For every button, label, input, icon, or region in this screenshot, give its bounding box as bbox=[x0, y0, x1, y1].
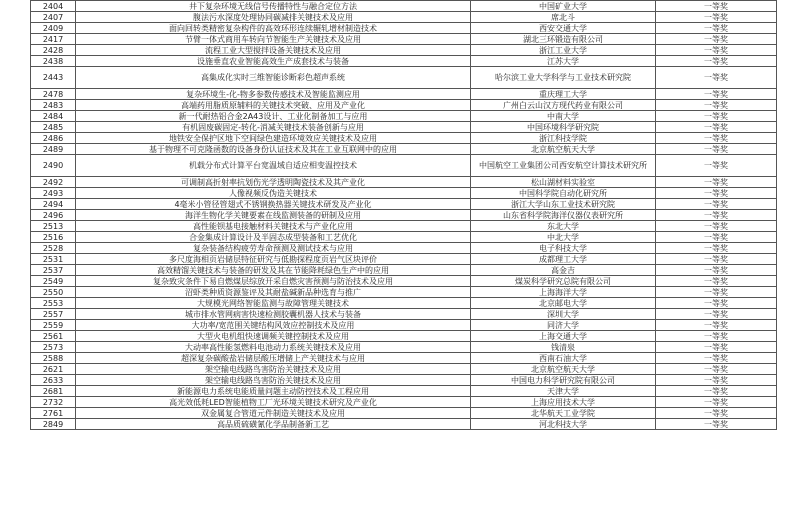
project-title-cell: 高集成化实时三维智能诊断彩色超声系统 bbox=[76, 67, 471, 89]
completing-unit-cell: 深圳大学 bbox=[471, 309, 656, 320]
project-id-cell: 2494 bbox=[31, 199, 76, 210]
table-row bbox=[31, 265, 777, 276]
award-level-cell: 一等奖 bbox=[656, 408, 777, 419]
award-level-cell: 一等奖 bbox=[656, 111, 777, 122]
table-row bbox=[31, 298, 777, 309]
award-level-cell: 一等奖 bbox=[656, 177, 777, 188]
project-title-cell: 高光效低耗LED智能植物工厂光环境关键技术研究及产业化 bbox=[76, 397, 471, 408]
award-level-cell: 一等奖 bbox=[656, 419, 777, 430]
project-id-cell: 2681 bbox=[31, 386, 76, 397]
table-row bbox=[31, 276, 777, 287]
project-title-cell: 大动率高性能氢燃料电池动力系统关键技术及应用 bbox=[76, 342, 471, 353]
completing-unit-cell: 重庆理工大学 bbox=[471, 89, 656, 100]
project-title-cell: 新一代耐热铝合金2A43设计、工业化制备加工与应用 bbox=[76, 111, 471, 122]
table-row bbox=[31, 331, 777, 342]
project-id-cell: 2493 bbox=[31, 188, 76, 199]
completing-unit-cell: 北京航空航天大学 bbox=[471, 364, 656, 375]
award-level-cell: 一等奖 bbox=[656, 34, 777, 45]
project-id-cell: 2557 bbox=[31, 309, 76, 320]
award-level-cell: 一等奖 bbox=[656, 375, 777, 386]
project-title-cell: 高效精馏关键技术与装备的研发及其在节能降耗绿色生产中的应用 bbox=[76, 265, 471, 276]
table-row bbox=[31, 111, 777, 122]
table-row bbox=[31, 364, 777, 375]
project-title-cell: 高端药用脂质原辅料的关键技术突破、应用及产业化 bbox=[76, 100, 471, 111]
project-title-cell: 可调制高折射率抗划伤光学透明陶瓷技术及其产业化 bbox=[76, 177, 471, 188]
project-id-cell: 2761 bbox=[31, 408, 76, 419]
table-row bbox=[31, 342, 777, 353]
table-row bbox=[31, 221, 777, 232]
completing-unit-cell: 中国环境科学研究院 bbox=[471, 122, 656, 133]
completing-unit-cell: 钱清泉 bbox=[471, 342, 656, 353]
table-row bbox=[31, 397, 777, 408]
project-id-cell: 2732 bbox=[31, 397, 76, 408]
award-level-cell: 一等奖 bbox=[656, 23, 777, 34]
table-row bbox=[31, 23, 777, 34]
completing-unit-cell: 中南大学 bbox=[471, 111, 656, 122]
project-title-cell: 沼虾类种质资源鉴评及其耐盐碱新品种选育与推广 bbox=[76, 287, 471, 298]
project-title-cell: 机载分布式计算平台宽温域自适应相变温控技术 bbox=[76, 155, 471, 177]
completing-unit-cell: 北京航空航天大学 bbox=[471, 144, 656, 155]
award-level-cell: 一等奖 bbox=[656, 397, 777, 408]
completing-unit-cell: 西安交通大学 bbox=[471, 23, 656, 34]
completing-unit-cell: 广州白云山汉方现代药业有限公司 bbox=[471, 100, 656, 111]
project-title-cell: 流程工业大型搅拌设备关键技术及应用 bbox=[76, 45, 471, 56]
award-level-cell: 一等奖 bbox=[656, 364, 777, 375]
award-level-cell: 一等奖 bbox=[656, 89, 777, 100]
project-id-cell: 2484 bbox=[31, 111, 76, 122]
project-title-cell: 大规模光网络智能监测与故障管理关键技术 bbox=[76, 298, 471, 309]
award-level-cell: 一等奖 bbox=[656, 320, 777, 331]
table-row bbox=[31, 67, 777, 89]
project-id-cell: 2438 bbox=[31, 56, 76, 67]
project-title-cell: 海洋生物化学关键要素在线监测装备的研制及应用 bbox=[76, 210, 471, 221]
project-id-cell: 2478 bbox=[31, 89, 76, 100]
project-title-cell: 城市排水管网病害快速检测胶囊机器人技术与装备 bbox=[76, 309, 471, 320]
project-id-cell: 2513 bbox=[31, 221, 76, 232]
project-id-cell: 2428 bbox=[31, 45, 76, 56]
table-row bbox=[31, 56, 777, 67]
award-level-cell: 一等奖 bbox=[656, 386, 777, 397]
project-id-cell: 2492 bbox=[31, 177, 76, 188]
project-title-cell: 架空输电线路鸟害防治关键技术及应用 bbox=[76, 364, 471, 375]
completing-unit-cell: 上海交通大学 bbox=[471, 331, 656, 342]
completing-unit-cell: 浙江工业大学 bbox=[471, 45, 656, 56]
project-id-cell: 2621 bbox=[31, 364, 76, 375]
completing-unit-cell: 高金吉 bbox=[471, 265, 656, 276]
project-title-cell: 超深复杂碳酸盐岩储层酸压增储上产关键技术与应用 bbox=[76, 353, 471, 364]
completing-unit-cell: 中国航空工业集团公司西安航空计算技术研究所 bbox=[471, 155, 656, 177]
award-table-body bbox=[31, 1, 777, 430]
award-level-cell: 一等奖 bbox=[656, 56, 777, 67]
completing-unit-cell: 电子科技大学 bbox=[471, 243, 656, 254]
completing-unit-cell: 上海应用技术大学 bbox=[471, 397, 656, 408]
completing-unit-cell: 西南石油大学 bbox=[471, 353, 656, 364]
table-row bbox=[31, 386, 777, 397]
project-id-cell: 2559 bbox=[31, 320, 76, 331]
completing-unit-cell: 北京邮电大学 bbox=[471, 298, 656, 309]
project-id-cell: 2489 bbox=[31, 144, 76, 155]
project-title-cell: 面向回转类精密复杂构件的高效环形连续辗轧增材制造技术 bbox=[76, 23, 471, 34]
completing-unit-cell: 煤炭科学研究总院有限公司 bbox=[471, 276, 656, 287]
completing-unit-cell: 北华航天工业学院 bbox=[471, 408, 656, 419]
project-title-cell: 节臂一体式商用车转向节智能生产关键技术及应用 bbox=[76, 34, 471, 45]
completing-unit-cell: 河北科技大学 bbox=[471, 419, 656, 430]
project-title-cell: 4毫米小管径管翅式不锈钢换热器关键技术研发及产业化 bbox=[76, 199, 471, 210]
project-title-cell: 腹法污水深度处理协同碳减排关键技术及应用 bbox=[76, 12, 471, 23]
award-level-cell: 一等奖 bbox=[656, 100, 777, 111]
table-row bbox=[31, 199, 777, 210]
table-row bbox=[31, 408, 777, 419]
table-row bbox=[31, 12, 777, 23]
project-id-cell: 2443 bbox=[31, 67, 76, 89]
completing-unit-cell: 中国科学院自动化研究所 bbox=[471, 188, 656, 199]
project-id-cell: 2490 bbox=[31, 155, 76, 177]
completing-unit-cell: 松山湖材料实验室 bbox=[471, 177, 656, 188]
completing-unit-cell: 上海海洋大学 bbox=[471, 287, 656, 298]
project-title-cell: 井下复杂环境无线信号传播特性与融合定位方法 bbox=[76, 1, 471, 12]
completing-unit-cell: 浙江大学山东工业技术研究院 bbox=[471, 199, 656, 210]
project-title-cell: 基于物理不可克隆函数的设备身份认证技术及其在工业互联网中的应用 bbox=[76, 144, 471, 155]
completing-unit-cell: 哈尔滨工业大学科学与工业技术研究院 bbox=[471, 67, 656, 89]
table-row bbox=[31, 155, 777, 177]
award-level-cell: 一等奖 bbox=[656, 12, 777, 23]
table-row bbox=[31, 353, 777, 364]
project-id-cell: 2553 bbox=[31, 298, 76, 309]
project-title-cell: 大功率/宽范围关键结构风效应控制技术及应用 bbox=[76, 320, 471, 331]
project-id-cell: 2549 bbox=[31, 276, 76, 287]
project-id-cell: 2407 bbox=[31, 12, 76, 23]
table-row bbox=[31, 320, 777, 331]
project-id-cell: 2537 bbox=[31, 265, 76, 276]
project-title-cell: 设施垂直农业智能高效生产成套技术与装备 bbox=[76, 56, 471, 67]
project-title-cell: 双金属复合管道元件制造关键技术及应用 bbox=[76, 408, 471, 419]
award-level-cell: 一等奖 bbox=[656, 309, 777, 320]
project-title-cell: 新能源电力系统电能质量问题主动防控技术及工程应用 bbox=[76, 386, 471, 397]
award-level-cell: 一等奖 bbox=[656, 188, 777, 199]
project-id-cell: 2849 bbox=[31, 419, 76, 430]
table-row bbox=[31, 287, 777, 298]
table-row bbox=[31, 177, 777, 188]
completing-unit-cell: 中国电力科学研究院有限公司 bbox=[471, 375, 656, 386]
table-row bbox=[31, 133, 777, 144]
project-title-cell: 高性能钡基电接触材料关键技术与产业化应用 bbox=[76, 221, 471, 232]
award-level-cell: 一等奖 bbox=[656, 45, 777, 56]
table-row bbox=[31, 243, 777, 254]
table-row bbox=[31, 45, 777, 56]
award-level-cell: 一等奖 bbox=[656, 221, 777, 232]
project-id-cell: 2561 bbox=[31, 331, 76, 342]
award-level-cell: 一等奖 bbox=[656, 199, 777, 210]
completing-unit-cell: 山东省科学院海洋仪器仪表研究所 bbox=[471, 210, 656, 221]
project-id-cell: 2573 bbox=[31, 342, 76, 353]
award-level-cell: 一等奖 bbox=[656, 122, 777, 133]
table-row bbox=[31, 122, 777, 133]
award-level-cell: 一等奖 bbox=[656, 276, 777, 287]
project-title-cell: 人像视频反伪造关键技术 bbox=[76, 188, 471, 199]
completing-unit-cell: 中国矿业大学 bbox=[471, 1, 656, 12]
table-row bbox=[31, 309, 777, 320]
project-id-cell: 2633 bbox=[31, 375, 76, 386]
project-id-cell: 2588 bbox=[31, 353, 76, 364]
table-row bbox=[31, 375, 777, 386]
table-row bbox=[31, 144, 777, 155]
award-level-cell: 一等奖 bbox=[656, 243, 777, 254]
project-id-cell: 2417 bbox=[31, 34, 76, 45]
completing-unit-cell: 同济大学 bbox=[471, 320, 656, 331]
project-title-cell: 有机固废碳固定-转化-消减关键技术装备创新与应用 bbox=[76, 122, 471, 133]
project-title-cell: 架空输电线路鸟害防治关键技术及应用 bbox=[76, 375, 471, 386]
award-level-cell: 一等奖 bbox=[656, 144, 777, 155]
project-id-cell: 2486 bbox=[31, 133, 76, 144]
table-row bbox=[31, 254, 777, 265]
completing-unit-cell: 成都理工大学 bbox=[471, 254, 656, 265]
project-title-cell: 复杂装备结构疲劳寿命预测及测试技术与应用 bbox=[76, 243, 471, 254]
award-level-cell: 一等奖 bbox=[656, 254, 777, 265]
project-id-cell: 2550 bbox=[31, 287, 76, 298]
project-title-cell: 地铁安全保护区地下空间绿色建造环境效应关键技术及应用 bbox=[76, 133, 471, 144]
award-level-cell: 一等奖 bbox=[656, 210, 777, 221]
award-level-cell: 一等奖 bbox=[656, 353, 777, 364]
award-level-cell: 一等奖 bbox=[656, 287, 777, 298]
table-row bbox=[31, 100, 777, 111]
award-level-cell: 一等奖 bbox=[656, 298, 777, 309]
project-id-cell: 2485 bbox=[31, 122, 76, 133]
award-level-cell: 一等奖 bbox=[656, 342, 777, 353]
project-id-cell: 2516 bbox=[31, 232, 76, 243]
award-table bbox=[30, 0, 777, 430]
project-title-cell: 多尺度海相页岩储层特征研究与低勘探程度页岩气区块评价 bbox=[76, 254, 471, 265]
table-row bbox=[31, 34, 777, 45]
project-title-cell: 复杂致灾条件下易自燃煤层综放开采自燃灾害预测与防治技术及应用 bbox=[76, 276, 471, 287]
project-id-cell: 2404 bbox=[31, 1, 76, 12]
project-id-cell: 2496 bbox=[31, 210, 76, 221]
table-row bbox=[31, 232, 777, 243]
award-level-cell: 一等奖 bbox=[656, 232, 777, 243]
award-level-cell: 一等奖 bbox=[656, 155, 777, 177]
completing-unit-cell: 江苏大学 bbox=[471, 56, 656, 67]
table-row bbox=[31, 1, 777, 12]
project-title-cell: 复杂环境生-化-物多参数传感技术及智能监测应用 bbox=[76, 89, 471, 100]
completing-unit-cell: 东北大学 bbox=[471, 221, 656, 232]
project-title-cell: 高品质硫磺氰化学品制备新工艺 bbox=[76, 419, 471, 430]
completing-unit-cell: 天津大学 bbox=[471, 386, 656, 397]
project-id-cell: 2409 bbox=[31, 23, 76, 34]
table-row bbox=[31, 89, 777, 100]
project-id-cell: 2531 bbox=[31, 254, 76, 265]
project-id-cell: 2483 bbox=[31, 100, 76, 111]
award-level-cell: 一等奖 bbox=[656, 133, 777, 144]
award-level-cell: 一等奖 bbox=[656, 331, 777, 342]
award-level-cell: 一等奖 bbox=[656, 265, 777, 276]
completing-unit-cell: 湖北三环锻造有限公司 bbox=[471, 34, 656, 45]
award-level-cell: 一等奖 bbox=[656, 1, 777, 12]
table-row bbox=[31, 210, 777, 221]
table-row bbox=[31, 188, 777, 199]
project-title-cell: 大型火电机组快速调频关键控制技术及应用 bbox=[76, 331, 471, 342]
project-id-cell: 2528 bbox=[31, 243, 76, 254]
award-level-cell: 一等奖 bbox=[656, 67, 777, 89]
completing-unit-cell: 浙江科技学院 bbox=[471, 133, 656, 144]
project-title-cell: 合金集成计算设计及半固态成型装备和工艺优化 bbox=[76, 232, 471, 243]
completing-unit-cell: 席北斗 bbox=[471, 12, 656, 23]
table-row bbox=[31, 419, 777, 430]
completing-unit-cell: 中北大学 bbox=[471, 232, 656, 243]
